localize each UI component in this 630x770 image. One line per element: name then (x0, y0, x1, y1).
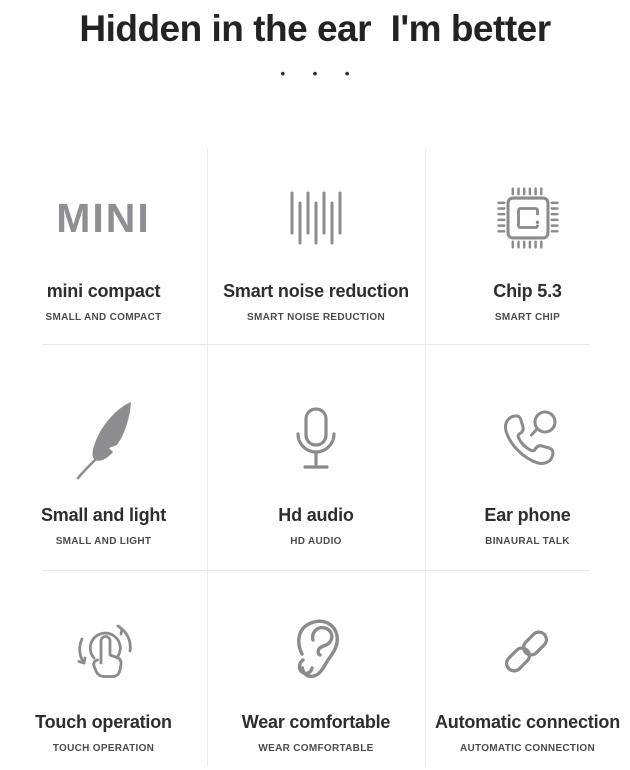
feature-cell-automatic-connection (425, 570, 630, 770)
mini-logo: MINI (56, 195, 151, 241)
feature-subtitle: SMALL AND COMPACT (45, 312, 162, 323)
feature-title: Smart noise reduction (223, 281, 409, 301)
feature-title: Chip 5.3 (493, 281, 562, 301)
page-title: Hidden in the ear I'm better (79, 8, 551, 49)
feature-cell-noise-reduction (207, 150, 425, 344)
feature-cell-small-light (0, 344, 207, 570)
title-dots: • • • (280, 66, 362, 81)
feature-subtitle: SMART CHIP (494, 312, 561, 323)
phone-call-icon (496, 408, 560, 472)
feature-subtitle: BINAURAL TALK (485, 536, 570, 547)
feature-cell-mini-compact (0, 150, 207, 344)
feature-title: mini compact (46, 281, 161, 301)
feature-subtitle: WEAR COMFORTABLE (258, 743, 374, 754)
header (0, 0, 630, 83)
feature-subtitle: TOUCH OPERATION (52, 743, 155, 754)
feature-cell-chip (425, 150, 630, 344)
feather-icon (71, 408, 137, 472)
feature-cell-wear-comfortable (207, 570, 425, 770)
chain-link-icon (499, 618, 557, 682)
feature-subtitle: SMART NOISE REDUCTION (247, 312, 385, 323)
feature-title: Hd audio (278, 505, 354, 525)
feature-subtitle: AUTOMATIC CONNECTION (459, 743, 596, 754)
feature-title: Automatic connection (434, 712, 620, 732)
microphone-icon (290, 408, 342, 472)
feature-title: Ear phone (484, 505, 571, 525)
feature-cell-hd-audio (207, 344, 425, 570)
feature-title: Wear comfortable (241, 712, 391, 732)
chip-icon (490, 186, 566, 250)
ear-icon (289, 618, 343, 682)
feature-cell-ear-phone (425, 344, 630, 570)
feature-title: Small and light (40, 505, 166, 525)
feature-subtitle: HD AUDIO (290, 536, 342, 547)
feature-title: Touch operation (35, 712, 172, 732)
soundwave-icon (289, 186, 343, 250)
feature-cell-touch-operation (0, 570, 207, 770)
feature-grid (0, 150, 630, 770)
feature-subtitle: SMALL AND LIGHT (55, 536, 152, 547)
touch-gesture-icon (72, 618, 136, 682)
